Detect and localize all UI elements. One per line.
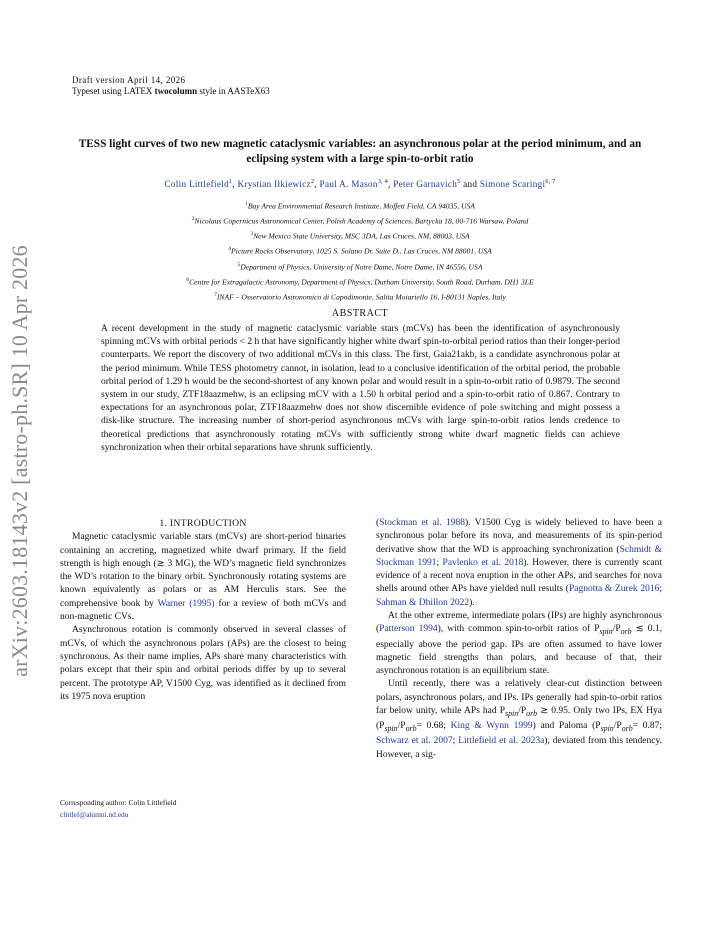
corresponding-author-footnote xyxy=(60,797,346,820)
citation-link[interactable]: Littlefield et al. 2023a xyxy=(458,736,545,747)
citation-link[interactable]: Stockman et al. 1988 xyxy=(379,518,465,528)
paragraph: Until recently, there was a relatively clear-cut distinction between polars, asynchronous polars, and IPs. IPs generally had spin-to-orbit ratios far below unity, while APs had $P_{spin}/P_{orb}$ ≳ 0.95. Only two IPs, EX Hya ($P_{spin}/P_{orb}= 0.68$; King & Wynn 1999) and Paloma ($P_{spin}/P_{orb}= 0.87$; Schwarz et al. 2007; Littlefield et al. 2023a), deviated from this tendency. However, a sig- xyxy=(376,679,663,760)
email-link[interactable]: clittlef@alumni.nd.edu xyxy=(60,809,129,819)
section-heading: 1. INTRODUCTION xyxy=(159,518,247,529)
draft-version-line: Draft version April 14, 2026 xyxy=(72,75,186,85)
citation-link[interactable]: Schwarz et al. 2007 xyxy=(376,736,453,747)
paper-title: TESS light curves of two new magnetic cataclysmic variables: an asynchronous polar at the period minimum, and an eclipsing system with a large spin-to-orbit ratio xyxy=(78,138,642,165)
latex-logo: LATEX xyxy=(123,86,153,96)
abstract-text: A recent development in the study of magnetic cataclysmic variable stars (mCVs) has been the identification of asynchronously spinning mCVs with orbital periods < 2 h that have significantly higher white dwarf spin-to-orbital period ratios than their longer-period counterparts. We report the discovery of two additional mCVs in this class. The first, Gaia21akb, is a candidate asynchronous polar at the period minimum. While TESS photometry cannot, in isolation, lead to a conclusive identification of the orbital period, the probable orbital period of 1.29 h would be the second-shortest of any known polar and would result in a spin-to-orbit ratio of 0.9879. The second system in our study, ZTF18aazmehw, is an eclipsing mCV with a 1.50 h orbital period and a spin-to-orbit ratio of 0.867. Contrary to expectations for an asynchronous polar, ZTF18aazmehw does not show discernible evidence of pole switching and might possess a disk-like structure. The increasing number of short-period asynchronous mCVs with large spin-to-orbit ratios lends credence to theoretical predictions that asynchronously rotating mCVs with sufficiently strong white dwarf magnetic fields can achieve synchronization when their orbital separations have shrunk sufficiently. xyxy=(101,324,620,453)
citation-link[interactable]: Pagnotta & Zurek 2016 xyxy=(568,584,660,595)
abstract-heading: ABSTRACT xyxy=(331,308,389,319)
citation-link[interactable]: Sahman & Dhillon 2022 xyxy=(376,597,470,608)
paragraph: Magnetic cataclysmic variable stars (mCVs) are short-period binaries containing an accreting, magnetized white dwarf primary. If the field strength is high enough (≳ 3 MG), the WD’s magnetic field synchronizes the WD’s rotation to the binary orbit. Synchronously rotating systems are known equivalently as polars or as AM Herculis stars. See the comprehensive book by Warner (1995) for a review of both mCVs and non-magnetic CVs. xyxy=(60,532,346,623)
citation-link[interactable]: Pavlenko et al. 2018 xyxy=(442,557,524,568)
author-link[interactable]: Peter Garnavich xyxy=(393,179,458,190)
affiliation-list xyxy=(60,198,660,304)
author-link[interactable]: Colin Littlefield xyxy=(164,179,229,190)
author-link[interactable]: Paul A. Mason xyxy=(319,179,378,190)
citation-link[interactable]: Warner (1995) xyxy=(157,598,215,609)
affiliation: $^5$Department of Physics, University of Notre Dame, Notre Dame, IN 46556, USA xyxy=(237,261,483,272)
paragraph: (Stockman et al. 1988). V1500 Cyg is widely believed to have been a synchronous polar before its nova, and measurements of its spin-period derivative show that the WD is approaching synchronization (Schmidt & Stockman 1991; Pavlenko et al. 2018). However, there is currently scant evidence of a recent nova eruption in the other APs, and searches for nova shells around other APs have yielded null results (Pagnotta & Zurek 2016; Sahman & Dhillon 2022). xyxy=(376,518,663,608)
affiliation: $^7$INAF – Osservatorio Astronomico di Capodimonte, Salita Moiariello 16, I-80131 Naples, Italy xyxy=(214,291,506,302)
left-column xyxy=(60,517,346,704)
citation-link[interactable]: Patterson 1994 xyxy=(379,624,438,635)
affiliation: $^3$New Mexico State University, MSC 3DA, Las Cruces, NM, 88003, USA xyxy=(250,231,470,241)
affiliation: $^2$Nicolaus Copernicus Astronomical Center, Polish Academy of Sciences, Bartycka 18, 00-716 Warsaw, Poland xyxy=(191,216,529,226)
affiliation: $^1$Bay Area Environmental Research Institute, Moffett Field, CA 94035, USA xyxy=(245,201,475,211)
right-column xyxy=(376,517,662,762)
draft-header xyxy=(72,75,270,97)
citation-link[interactable]: King & Wynn 1999 xyxy=(450,721,533,732)
paragraph: Asynchronous rotation is commonly observed in several classes of mCVs, of which the asynchronous polars (APs) are the closest to being synchronous. As their name implies, APs share many characteristics with polars except that their spin and orbital periods differ by up to several percent. The prototype AP, V1500 Cyg, was identified as it declined from its 1975 nova eruption xyxy=(60,625,346,702)
corresponding-author: Corresponding author: Colin Littlefield xyxy=(60,798,177,807)
affiliation: $^4$Picture Rocks Observatory, 1025 S. Solano Dr. Suite D., Las Cruces, NM 88001, USA xyxy=(228,246,492,256)
typeset-line: Typeset using LATEX twocolumn style in AASTeX63 xyxy=(72,86,270,96)
citation-link[interactable]: Schmidt & Stockman 1991 xyxy=(376,544,662,568)
author-list: Colin Littlefield$^1$, Krystian Iłkiewicz$^2$, Paul A. Mason$^{3, 4}$, Peter Garnavich$^5$ and Simone Scaringi$^{6, 7}$ xyxy=(164,179,556,190)
author-link[interactable]: Simone Scaringi xyxy=(479,179,546,190)
arxiv-watermark: arXiv:2603.18143v2 [astro-ph.SR] 10 Apr 2026 xyxy=(7,245,32,677)
paragraph: At the other extreme, intermediate polars (IPs) are highly asynchronous (Patterson 1994), with common spin-to-orbit ratios of $P_{spin}/P_{orb}$ ≲ 0.1, especially above the period gap. IPs are often assumed to have lower magnetic field strengths than polars, and because of that, their asynchronous rotation is an equilibrium state. xyxy=(376,611,662,677)
author-link[interactable]: Krystian Iłkiewicz xyxy=(237,179,312,190)
affiliation: $^6$Centre for Extragalactic Astronomy, Department of Physics, Durham University, South Road, Durham, DH1 3LE xyxy=(186,276,534,287)
